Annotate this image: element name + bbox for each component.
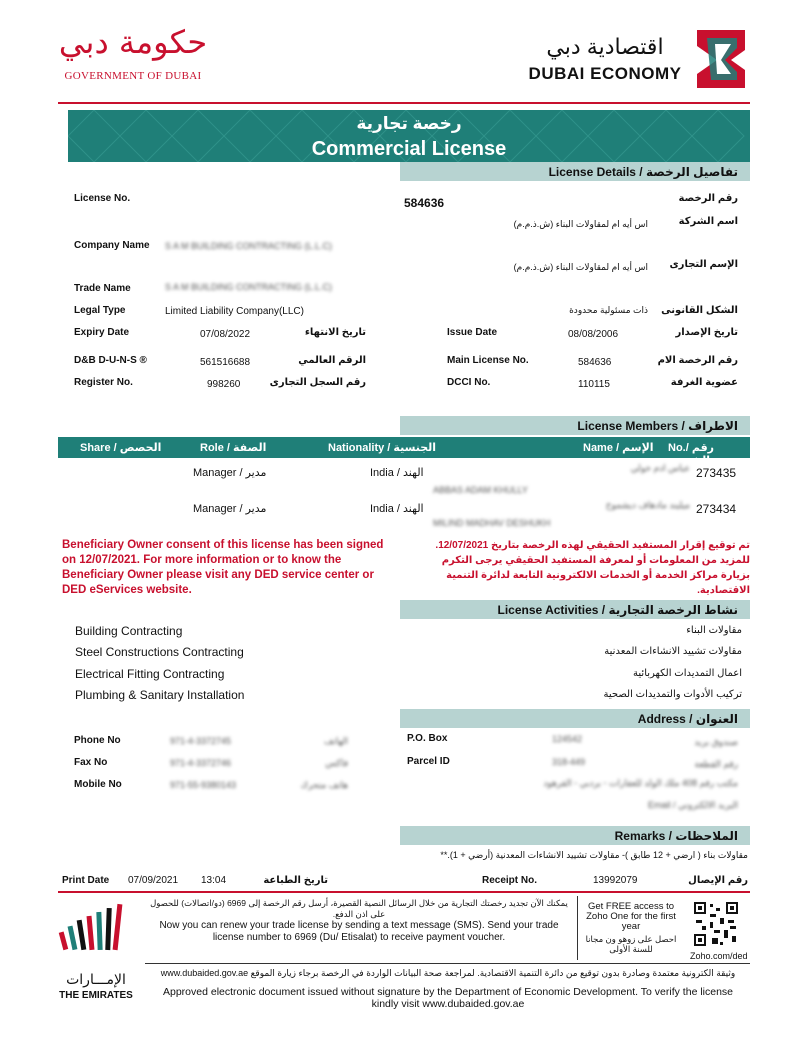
member-role: Manager / مدير (193, 503, 267, 515)
sms-renewal-box (145, 896, 578, 960)
gov-english-wordmark: GOVERNMENT OF DUBAI (64, 70, 202, 82)
mobile-label-ar: هاتف متحرك (300, 780, 348, 790)
license-no-label: License No. (74, 193, 131, 204)
member-no: 273435 (696, 466, 737, 480)
parcel-id-value: 318-449 (552, 757, 586, 767)
legal-type-value-ar: ذات مسئولية محدودة (569, 305, 648, 315)
company-name-value-ar: اس أيه ام لمقاولات البناء (ش.ذ.م.م) (513, 219, 648, 229)
license-details-title: License Details / تفاصيل الرخصة (548, 165, 738, 179)
remarks-header (400, 826, 750, 845)
emirates-english: THE EMIRATES (59, 990, 133, 1001)
main-license-label: Main License No. (447, 355, 529, 366)
gov-arabic-wordmark: حكومة دبي (58, 23, 208, 61)
zoho-url[interactable]: Zoho.com/ded (690, 951, 748, 961)
expiry-date-label-ar: تاريخ الانتهاء (304, 327, 366, 338)
main-license-label-ar: رقم الرخصة الام (657, 355, 738, 366)
remarks-text: مقاولات بناء ( ارضي + 12 طابق )- مقاولات تشييد الانشاءات المعدنية (أرضي + 1).** (440, 850, 748, 860)
issue-date-value: 08/08/2006 (568, 329, 619, 340)
activity-ar: اعمال التمديدات الكهربائية (633, 668, 742, 679)
receipt-value: 13992079 (593, 875, 638, 886)
main-license-value: 584636 (578, 357, 612, 368)
member-nationality: India / الهند (370, 467, 424, 479)
print-date-label: Print Date (62, 875, 110, 886)
zoho-promo (579, 902, 683, 962)
emirates-arabic: الإمـــارات (66, 971, 126, 987)
parcel-id-label: Parcel ID (407, 756, 450, 767)
company-name-label: Company Name (74, 240, 150, 251)
print-date-label-ar: تاريخ الطباعة (263, 875, 328, 886)
trade-name-label: Trade Name (74, 283, 131, 294)
remarks-title: Remarks / الملاحظات (614, 829, 738, 843)
beneficiary-notice-ar: تم توقيع إقرار المستفيد الحقيقي لهذه الرخصة بتاريخ 12/07/2021. للمزيد من المعلومات أو لمعرفة المستفيد الحقيقي يرجى التكرم بزيارة مراكز الخدمة أو الخدمات الالكترونية التابعة لدائرة التنمية الاقتصادية. (435, 540, 750, 596)
expiry-date-label: Expiry Date (74, 327, 130, 338)
activity-ar: مقاولات البناء (686, 625, 742, 636)
footer-rule (145, 963, 750, 964)
member-name-en: MILIND MADHAV DESHUKH (433, 518, 551, 528)
de-english-wordmark: DUBAI ECONOMY (528, 64, 682, 83)
activity-ar: مقاولات تشييد الانشاءات المعدنية (604, 646, 742, 657)
license-activities-title: License Activities / نشاط الرخصة التجارية (497, 603, 738, 617)
print-rule (58, 891, 750, 893)
duns-label-ar: الرقم العالمي (298, 355, 366, 366)
expiry-date-value: 07/08/2022 (200, 329, 251, 340)
phone-label-ar: الهاتف (324, 736, 348, 746)
activity-en: Electrical Fitting Contracting (75, 667, 225, 681)
sms-renewal-en: Now you can renew your trade license by sending a text message (SMS). Send your trade license number to 6969 (Du/ Etisalat) to receive payment voucher. (159, 920, 559, 943)
phone-label: Phone No (74, 735, 121, 746)
register-no-label-ar: رقم السجل التجارى (269, 377, 366, 388)
dcci-label-ar: عضوية الغرفة (670, 377, 738, 388)
activity-en: Plumbing & Sanitary Installation (75, 688, 245, 702)
table-row (58, 460, 750, 498)
col-no: No./ رقم الشخص (668, 442, 715, 467)
mobile-value: 971-55-9380143 (170, 780, 237, 790)
zoho-promo-ar: احصل على زوهو ون مجانا للسنة الأولى (585, 934, 677, 954)
dcci-value: 110115 (578, 379, 610, 390)
member-name-en: ABBAS ADAM KHULLY (433, 485, 528, 495)
qr-code-icon[interactable] (692, 900, 740, 948)
license-no-value: 584636 (404, 196, 445, 210)
license-members-title: License Members / الاطراف (577, 419, 738, 433)
phone-value: 971-4-3372745 (170, 736, 232, 746)
banner-title-arabic: رخصة تجارية (356, 114, 462, 133)
po-box-label-ar: صندوق بريد (694, 737, 738, 747)
member-nationality: India / الهند (370, 503, 424, 515)
location-ar: مكتب رقم 408 ملك الولد للعقارات - بردبي - القرهود (543, 778, 738, 788)
parcel-id-label-ar: رقم القطعة (694, 759, 738, 769)
register-no-label: Register No. (74, 377, 133, 388)
company-name-label-ar: اسم الشركة (678, 216, 738, 227)
member-name-ar: ميليند مادهاف ديشموخ (605, 500, 690, 510)
de-emblem-icon (697, 30, 745, 88)
fax-label-ar: فاكس (325, 758, 348, 768)
address-title: Address / العنوان (637, 712, 738, 726)
footer-notice-ar: وثيقة الكترونية معتمدة وصادرة بدون توقيع من دائرة التنمية الاقتصادية. لمراجعة صحة البيانات الواردة في الرخصة برجاء زيارة الموقع www.dubaided.gov.ae (160, 968, 736, 978)
address-header (400, 709, 750, 728)
mobile-label: Mobile No (74, 779, 122, 790)
duns-label: D&B D-U-N-S ® (74, 355, 147, 366)
legal-type-label-ar: الشكل القانونى (661, 305, 738, 316)
print-time-value: 13:04 (201, 875, 227, 886)
receipt-label-ar: رقم الإيصال (688, 875, 748, 886)
po-box-value: 124542 (552, 734, 583, 744)
dubai-economy-logo (520, 34, 750, 90)
fax-label: Fax No (74, 757, 108, 768)
zoho-promo-en: Get FREE access to Zoho One for the first year (586, 901, 676, 932)
member-role: Manager / مدير (193, 467, 267, 479)
po-box-label: P.O. Box (407, 733, 448, 744)
dcci-label: DCCI No. (447, 377, 491, 388)
email-ar: البريد الالكتروني / Email (647, 800, 738, 810)
issue-date-label: Issue Date (447, 327, 498, 338)
license-members-header (400, 416, 750, 435)
table-row (58, 498, 750, 536)
banner-title-english: Commercial License (311, 138, 507, 160)
col-name: Name / الإسم (583, 442, 654, 454)
activity-en: Building Contracting (75, 624, 183, 638)
activity-en: Steel Constructions Contracting (75, 645, 244, 659)
de-arabic-wordmark: اقتصادية دبي (546, 34, 664, 59)
members-table-header (58, 437, 750, 467)
license-no-label-ar: رقم الرخصة (678, 193, 738, 204)
trade-name-label-ar: الإسم التجارى (669, 259, 738, 270)
title-banner (68, 110, 750, 162)
company-name-value: S A M BUILDING CONTRACTING (L.L.C) (165, 241, 333, 251)
duns-value: 561516688 (200, 357, 251, 368)
member-name-ar: عباس ادم خولي (630, 463, 690, 473)
col-nationality: Nationality / الجنسية (328, 442, 437, 454)
header-rule (58, 102, 750, 104)
legal-type-value: Limited Liability Company(LLC) (165, 306, 304, 317)
the-emirates-logo (55, 900, 137, 1000)
government-of-dubai-logo (58, 22, 208, 92)
emirates-bars-icon (55, 900, 137, 962)
trade-name-value-ar: اس أيه ام لمقاولات البناء (ش.ذ.م.م) (513, 262, 648, 272)
col-share: Share / الحصص (80, 442, 162, 454)
sms-renewal-ar: يمكنك الآن تجديد رخصتك التجارية من خلال الرسائل النصية القصيرة، أرسل رقم الرخصة إلى 6969 (دو/اتصالات) للحصول على اذن الدفع. (150, 898, 568, 919)
license-activities-header (400, 600, 750, 619)
footer-notice-en: Approved electronic document issued without signature by the Department of Economic Development. To verify the license kindly visit www.dubaided.gov.ae (162, 986, 734, 1010)
col-role: Role / الصفة (200, 442, 267, 454)
print-date-value: 07/09/2021 (128, 875, 179, 886)
beneficiary-notice-en: Beneficiary Owner consent of this license has been signed on 12/07/2021. For more information or to know the Beneficiary Owner please visit any DED service center or DED eServices website. (62, 539, 384, 596)
member-no: 273434 (696, 502, 737, 516)
activity-ar: تركيب الأدوات والتمديدات الصحية (603, 689, 742, 700)
license-details-header (400, 162, 750, 181)
receipt-label: Receipt No. (482, 875, 538, 886)
issue-date-label-ar: تاريخ الإصدار (675, 327, 738, 338)
trade-name-value: S A M BUILDING CONTRACTING (L.L.C) (165, 282, 333, 292)
register-no-value: 998260 (207, 379, 241, 390)
fax-value: 971-4-3372746 (170, 758, 232, 768)
legal-type-label: Legal Type (74, 305, 126, 316)
